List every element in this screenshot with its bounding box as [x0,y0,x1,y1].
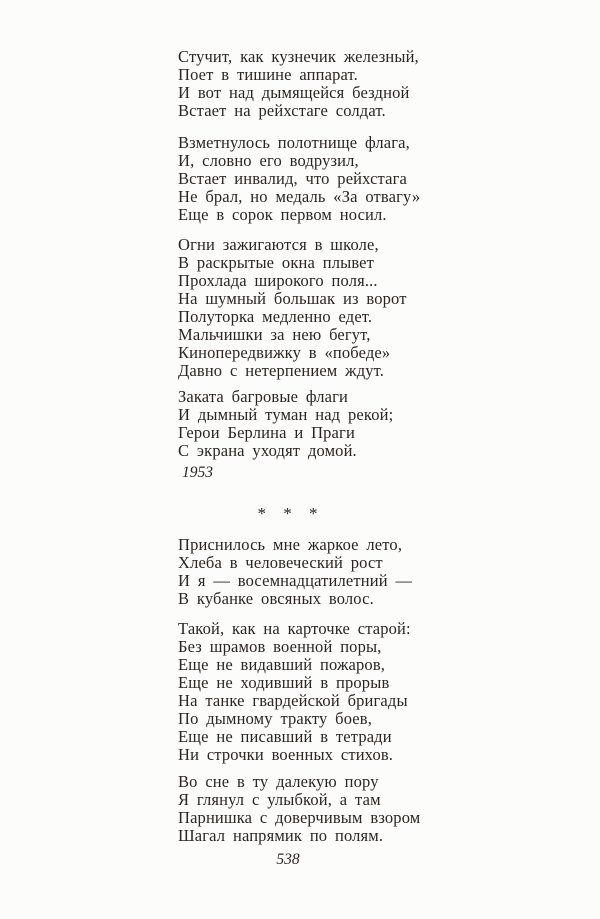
poem-line: Заката багровые флаги [178,387,349,406]
poem-line: Во сне в ту далекую пору [178,772,379,791]
poem-line: И я — восемнадцатилетний — [178,571,413,590]
stanza [178,236,458,380]
poem-line: На шумный большак из ворот [178,289,407,308]
poem-line: Хлеба в человеческий рост [178,553,383,572]
poem-line: Еще в сорок первом носил. [178,205,387,224]
poem-line: Кинопередвижку в «победе» [178,343,391,362]
poem-line: Такой, как на карточке старой: [178,619,411,638]
poem-line: Полуторка медленно едет. [178,307,373,326]
poem-line: И вот над дымящейся бездной [178,83,410,102]
poem-line: С экрана уходят домой. [178,441,357,460]
page-number: 538 [276,851,300,868]
stanza [178,773,458,845]
stanza [178,536,458,608]
poem-line: Взметнулось полотнище флага, [178,133,410,152]
poem-line: Не брал, но медаль «За отвагу» [178,187,421,206]
stanza [178,48,458,120]
poem-line: Еще не ходивший в прорыв [178,673,390,692]
poem-line: И дымный туман над рекой; [178,405,394,424]
poem-line: Я глянул с улыбкой, а там [178,790,381,809]
poem-line: Герои Берлина и Праги [178,423,355,442]
poem-line: Давно с нетерпением ждут. [178,361,385,380]
poem-year-label: 1953 [182,464,213,481]
poem-untitled-stanzas [178,536,458,845]
stanza [178,388,458,460]
poem-line: Парнишка с доверчивым взором [178,808,421,827]
poem-line: Встает на рейхстаге солдат. [178,101,386,120]
poem-line: Без шрамов военной поры, [178,637,382,656]
poem-line: Встает инвалид, что рейхстага [178,169,407,188]
poem-line: На танке гвардейской бригады [178,691,408,710]
stanza [178,620,458,764]
poem-line: И, словно его водрузил, [178,151,359,170]
poem-line: Огни зажигаются в школе, [178,235,379,254]
poem-line: Еще не видавший пожаров, [178,655,386,674]
book-page-text-column [178,48,458,869]
untitled-poem-separator-asterisks: * * * [257,504,319,523]
poem-line: Прохлада широкого поля... [178,271,378,290]
poem-line: Шагал напрямик по полям. [178,826,384,845]
poem-line: В раскрытые окна плывет [178,253,374,272]
stanza [178,134,458,224]
poem-ending-stanzas [178,48,458,460]
poem-line: Поет в тишине аппарат. [178,65,358,84]
poem-line: По дымному тракту боев, [178,709,372,728]
poem-line: Ни строчки военных стихов. [178,745,394,764]
poem-line: Мальчишки за нею бегут, [178,325,371,344]
poem-line: Стучит, как кузнечик железный, [178,47,419,66]
poem-line: Еще не писавший в тетради [178,727,392,746]
poem-line: Приснилось мне жаркое лето, [178,535,403,554]
poem-line: В кубанке овсяных волос. [178,589,374,608]
